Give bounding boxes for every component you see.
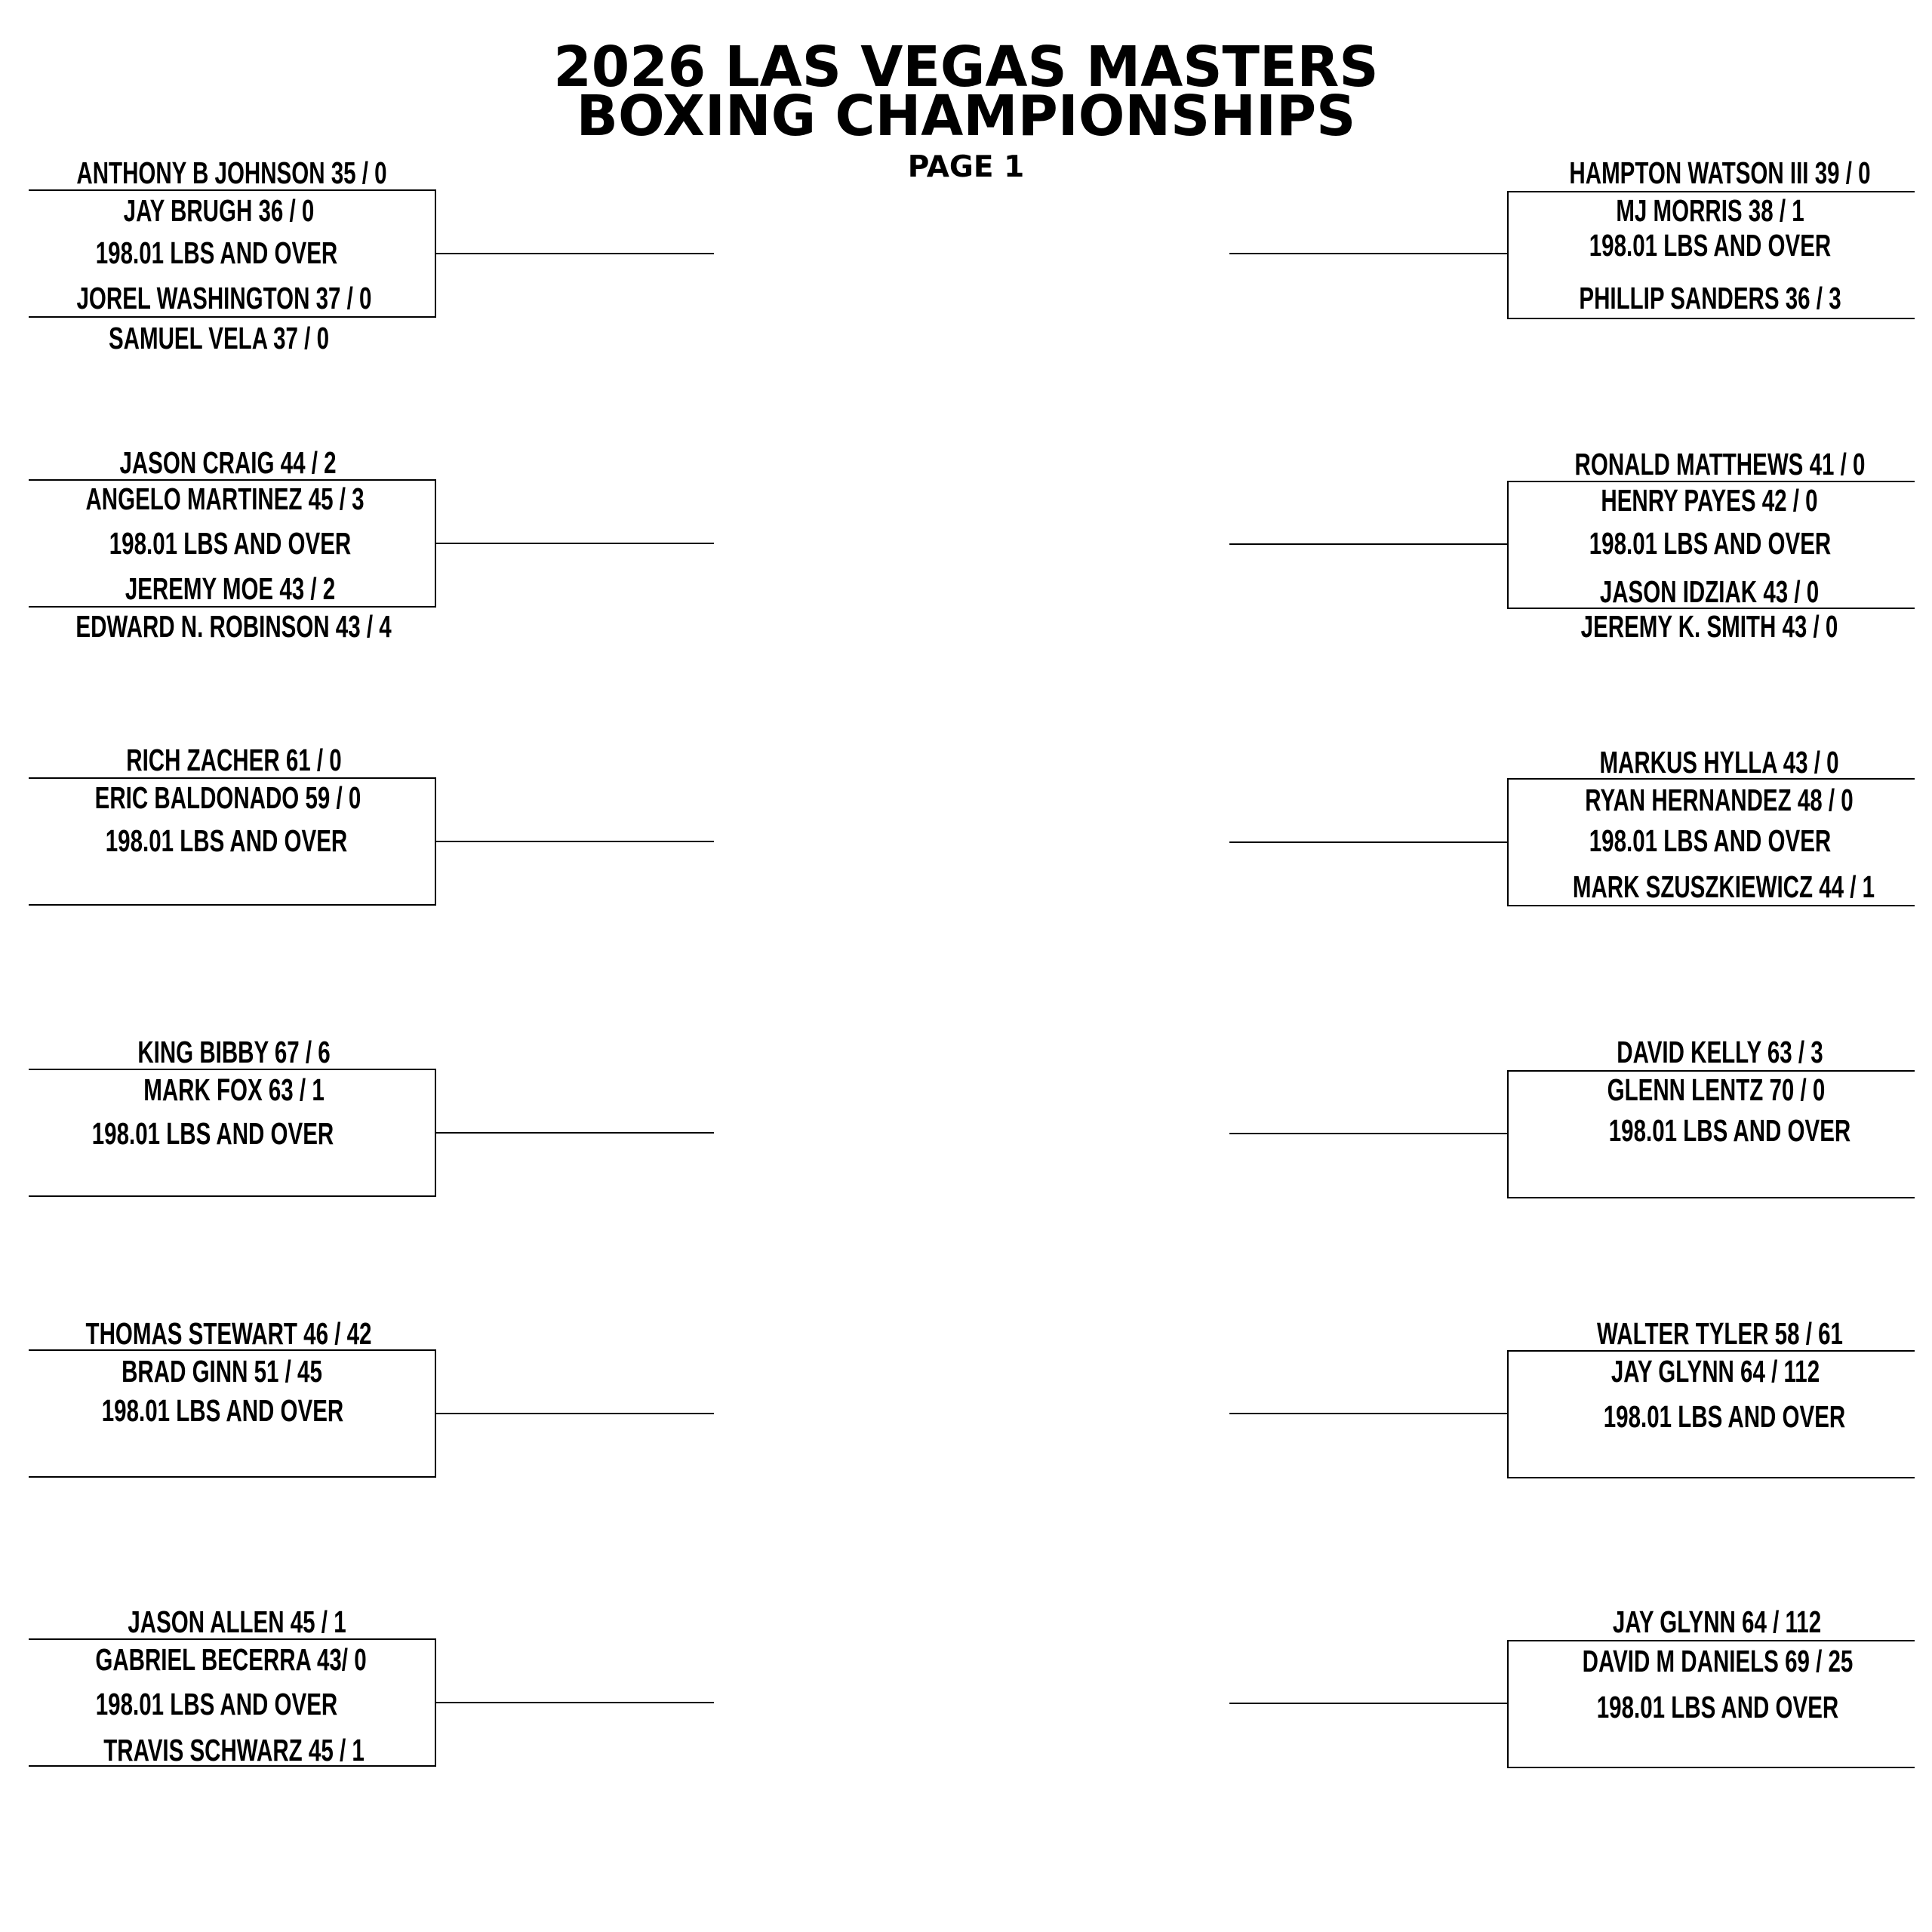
weight-division: 198.01 LBS AND OVER <box>1596 1690 1839 1724</box>
top-fighter: MARKUS HYLLA 43 / 0 <box>1599 745 1839 780</box>
red-corner-fighter: ANGELO MARTINEZ 45 / 3 <box>85 481 365 516</box>
top-fighter: HAMPTON WATSON III 39 / 0 <box>1569 155 1871 190</box>
red-corner-fighter: GABRIEL BECERRA 43/ 0 <box>95 1642 367 1677</box>
bracket-right-1 <box>0 148 1932 465</box>
below-fighter: JEREMY K. SMITH 43 / 0 <box>1580 609 1838 644</box>
title-line-2: BOXING CHAMPIONSHIPS <box>576 84 1356 149</box>
weight-division: 198.01 LBS AND OVER <box>95 235 338 270</box>
weight-division: 198.01 LBS AND OVER <box>1589 228 1832 263</box>
red-corner-fighter: DAVID M DANIELS 69 / 25 <box>1582 1644 1854 1678</box>
below-fighter: SAMUEL VELA 37 / 0 <box>108 321 330 355</box>
red-corner-fighter: RYAN HERNANDEZ 48 / 0 <box>1585 783 1854 817</box>
top-fighter: RICH ZACHER 61 / 0 <box>126 743 342 777</box>
blue-corner-fighter: TRAVIS SCHWARZ 45 / 1 <box>103 1733 365 1767</box>
top-fighter: KING BIBBY 67 / 6 <box>137 1035 331 1069</box>
weight-division: 198.01 LBS AND OVER <box>1589 823 1832 858</box>
blue-corner-fighter: JOREL WASHINGTON 37 / 0 <box>76 281 372 315</box>
blue-corner-fighter: JEREMY MOE 43 / 2 <box>125 571 336 606</box>
red-corner-fighter: MJ MORRIS 38 / 1 <box>1616 193 1804 228</box>
red-corner-fighter: MARK FOX 63 / 1 <box>143 1072 325 1107</box>
weight-division: 198.01 LBS AND OVER <box>1608 1113 1851 1148</box>
bracket-right-4 <box>0 1026 1932 1343</box>
red-corner-fighter: BRAD GINN 51 / 45 <box>122 1354 322 1389</box>
red-corner-fighter: JAY BRUGH 36 / 0 <box>123 193 315 228</box>
blue-corner-fighter: JASON IDZIAK 43 / 0 <box>1599 574 1820 609</box>
page-label: PAGE 1 <box>907 150 1025 184</box>
red-corner-fighter: ERIC BALDONADO 59 / 0 <box>94 780 361 815</box>
blue-corner-fighter: PHILLIP SANDERS 36 / 3 <box>1579 281 1841 315</box>
weight-division: 198.01 LBS AND OVER <box>101 1393 344 1428</box>
red-corner-fighter: HENRY PAYES 42 / 0 <box>1601 483 1818 518</box>
top-fighter: JASON CRAIG 44 / 2 <box>119 445 337 480</box>
top-fighter: JASON ALLEN 45 / 1 <box>128 1604 346 1639</box>
bracket-connector <box>1229 1413 1507 1414</box>
top-fighter: RONALD MATTHEWS 41 / 0 <box>1574 447 1866 481</box>
top-fighter: DAVID KELLY 63 / 3 <box>1617 1035 1823 1069</box>
bracket-connector <box>1229 1703 1507 1704</box>
bracket-connector <box>1229 253 1507 254</box>
top-fighter: WALTER TYLER 58 / 61 <box>1597 1316 1843 1351</box>
red-corner-fighter: GLENN LENTZ 70 / 0 <box>1607 1072 1826 1107</box>
title-line-1: 2026 LAS VEGAS MASTERS <box>553 35 1379 100</box>
bracket-right-3 <box>0 736 1932 1053</box>
weight-division: 198.01 LBS AND OVER <box>109 526 352 561</box>
weight-division: 198.01 LBS AND OVER <box>91 1116 334 1151</box>
bracket-connector <box>1229 1133 1507 1134</box>
top-fighter: THOMAS STEWART 46 / 42 <box>85 1316 372 1351</box>
blue-corner-fighter: MARK SZUSZKIEWICZ 44 / 1 <box>1572 869 1875 904</box>
bracket-right-5 <box>0 1306 1932 1623</box>
red-corner-fighter: JAY GLYNN 64 / 112 <box>1611 1354 1820 1389</box>
weight-division: 198.01 LBS AND OVER <box>95 1687 338 1721</box>
below-fighter: EDWARD N. ROBINSON 43 / 4 <box>75 609 392 644</box>
bracket-connector <box>1229 543 1507 545</box>
top-fighter: ANTHONY B JOHNSON 35 / 0 <box>76 155 387 190</box>
bracket-right-2 <box>0 438 1932 755</box>
weight-division: 198.01 LBS AND OVER <box>1603 1399 1846 1434</box>
top-fighter: JAY GLYNN 64 / 112 <box>1612 1604 1822 1639</box>
bracket-right-6 <box>0 1596 1932 1913</box>
weight-division: 198.01 LBS AND OVER <box>105 823 348 858</box>
bracket-connector <box>1229 841 1507 843</box>
weight-division: 198.01 LBS AND OVER <box>1589 526 1832 561</box>
